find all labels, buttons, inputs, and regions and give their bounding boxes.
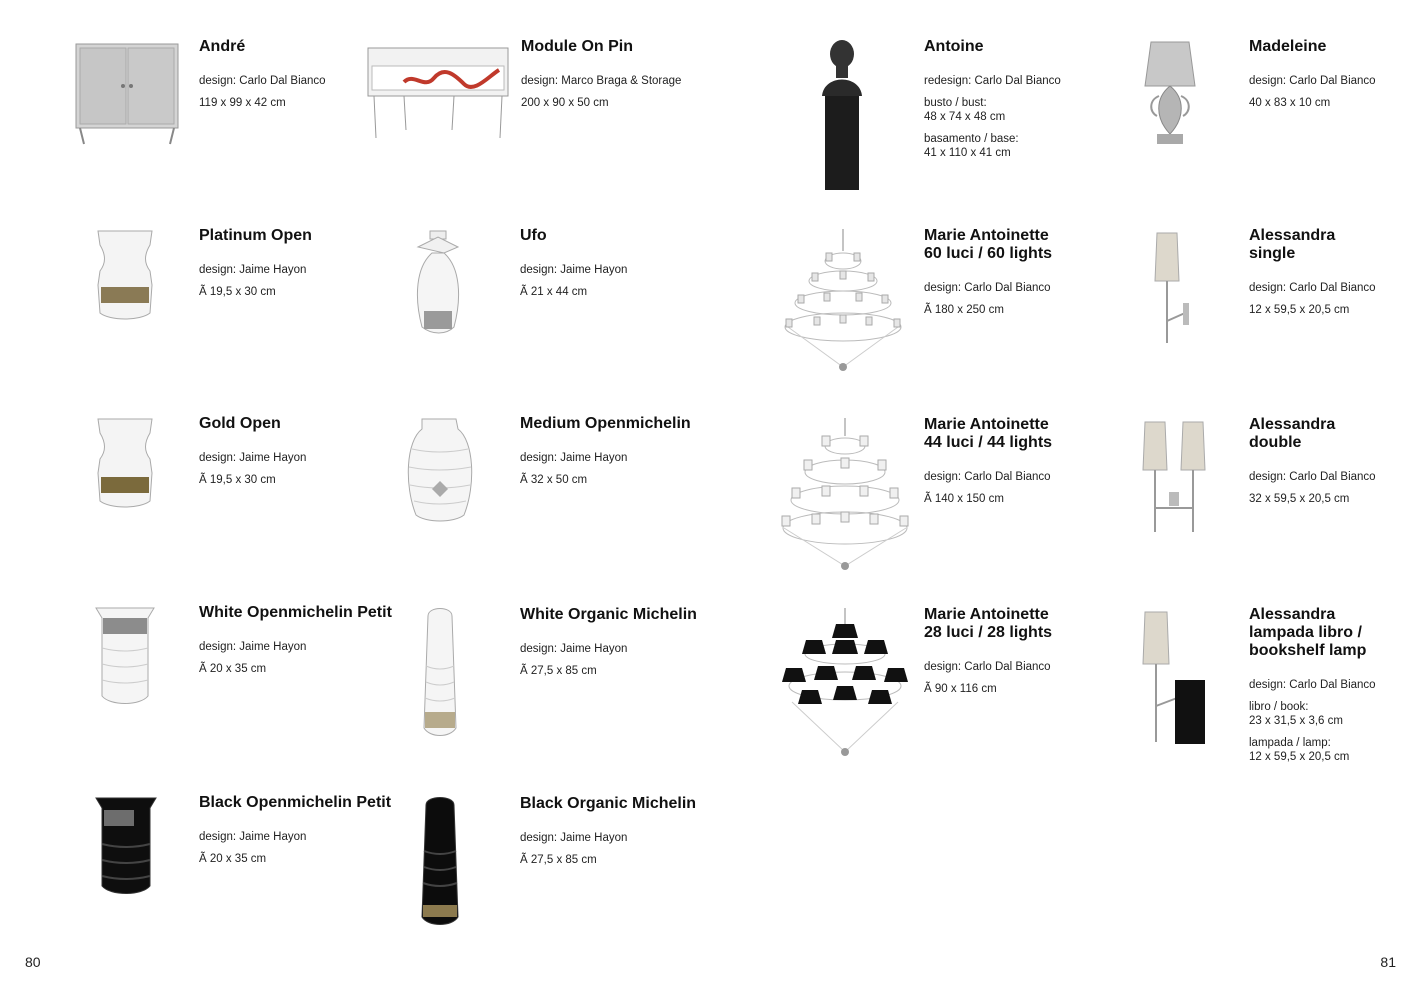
product-designer: design: Jaime Hayon (520, 264, 628, 276)
bust-icon (800, 38, 920, 198)
product-name: Alessandra lampada libro / bookshelf lamp (1249, 606, 1367, 659)
vase-icon (392, 415, 512, 575)
product-designer: design: Jaime Hayon (199, 641, 307, 653)
wall-lamp-icon (1125, 227, 1245, 387)
product-name: Module On Pin (521, 38, 633, 55)
console-icon (364, 38, 484, 198)
product-marie-antoinette-60 (778, 227, 1108, 397)
product-dimensions: Ã 19,5 x 30 cm (199, 286, 276, 298)
bookshelf-lamp-icon (1125, 606, 1245, 766)
chandelier-black-icon (778, 606, 898, 766)
product-name: Marie Antoinette 28 luci / 28 lights (924, 606, 1053, 641)
product-alessandra-libro (1125, 606, 1422, 776)
vase-icon (70, 604, 190, 764)
product-dimensions: Ã 140 x 150 cm (924, 493, 1004, 505)
product-dimensions: Ã 90 x 116 cm (924, 683, 997, 695)
cabinet-icon (70, 38, 190, 198)
product-designer: design: Carlo Dal Bianco (1249, 471, 1376, 483)
product-designer: design: Marco Braga & Storage (521, 75, 682, 87)
product-designer: design: Jaime Hayon (520, 832, 628, 844)
product-dimensions: 119 x 99 x 42 cm (199, 97, 286, 109)
product-name: Marie Antoinette 44 luci / 44 lights (924, 416, 1053, 451)
product-name: Medium Openmichelin (520, 415, 691, 432)
product-dimensions: Ã 19,5 x 30 cm (199, 474, 276, 486)
product-designer: design: Jaime Hayon (520, 643, 628, 655)
product-name: Marie Antoinette 60 luci / 60 lights (924, 227, 1053, 262)
product-white-organic-michelin (392, 606, 722, 776)
product-medium-openmichelin (392, 415, 722, 585)
product-name: André (199, 38, 246, 55)
product-ufo (392, 227, 722, 397)
product-platinum-open (70, 227, 400, 397)
product-black-openmichelin-petit (70, 794, 400, 964)
product-dimensions: 200 x 90 x 50 cm (521, 97, 609, 109)
product-marie-antoinette-44 (778, 416, 1108, 586)
product-dimensions: Ã 20 x 35 cm (199, 853, 267, 865)
product-designer: design: Carlo Dal Bianco (1249, 679, 1376, 691)
product-dimensions: lampada / lamp: 12 x 59,5 x 20,5 cm (1249, 737, 1350, 763)
wall-lamp-double-icon (1125, 416, 1245, 576)
product-designer: design: Carlo Dal Bianco (924, 282, 1051, 294)
product-designer: design: Carlo Dal Bianco (199, 75, 326, 87)
product-dimensions: Ã 21 x 44 cm (520, 286, 588, 298)
product-name: White Openmichelin Petit (199, 604, 392, 621)
product-name: Antoine (924, 38, 984, 55)
product-name: Alessandra single (1249, 227, 1336, 262)
product-dimensions: Ã 20 x 35 cm (199, 663, 267, 675)
product-designer: design: Jaime Hayon (520, 452, 628, 464)
product-name: Platinum Open (199, 227, 312, 244)
product-name: Alessandra double (1249, 416, 1336, 451)
product-designer: design: Jaime Hayon (199, 264, 307, 276)
product-madeleine (1125, 38, 1422, 208)
product-dimensions: libro / book: 23 x 31,5 x 3,6 cm (1249, 701, 1343, 727)
product-dimensions: basamento / base: 41 x 110 x 41 cm (924, 133, 1019, 159)
product-dimensions: Ã 27,5 x 85 cm (520, 854, 597, 866)
chandelier-icon (778, 227, 898, 387)
vase-icon (70, 415, 190, 575)
product-name: Black Organic Michelin (520, 795, 697, 812)
product-module-on-pin (364, 38, 694, 208)
product-name: Ufo (520, 227, 547, 244)
product-gold-open (70, 415, 400, 585)
product-designer: design: Carlo Dal Bianco (924, 471, 1051, 483)
vase-black-icon (70, 794, 190, 954)
product-dimensions: busto / bust: 48 x 74 x 48 cm (924, 97, 1006, 123)
product-name: Black Openmichelin Petit (199, 794, 392, 811)
vase-icon (392, 606, 512, 766)
product-dimensions: 12 x 59,5 x 20,5 cm (1249, 304, 1350, 316)
product-designer: redesign: Carlo Dal Bianco (924, 75, 1061, 87)
product-dimensions: 40 x 83 x 10 cm (1249, 97, 1331, 109)
product-andre (70, 38, 400, 208)
product-dimensions: 32 x 59,5 x 20,5 cm (1249, 493, 1350, 505)
product-name: Madeleine (1249, 38, 1327, 55)
vase-icon (70, 227, 190, 387)
product-marie-antoinette-28 (778, 606, 1108, 776)
product-alessandra-single (1125, 227, 1422, 397)
page-number-left: 80 (25, 954, 41, 970)
product-name: White Organic Michelin (520, 606, 697, 623)
product-dimensions: Ã 32 x 50 cm (520, 474, 588, 486)
chandelier-icon (778, 416, 898, 576)
table-lamp-icon (1125, 38, 1245, 198)
product-alessandra-double (1125, 416, 1422, 586)
vase-black-icon (392, 795, 512, 955)
product-designer: design: Carlo Dal Bianco (1249, 282, 1376, 294)
product-dimensions: Ã 27,5 x 85 cm (520, 665, 597, 677)
product-white-openmichelin-petit (70, 604, 400, 774)
product-designer: design: Carlo Dal Bianco (1249, 75, 1376, 87)
page-number-right: 81 (1380, 954, 1396, 970)
product-antoine (800, 38, 1130, 208)
product-black-organic-michelin (392, 795, 722, 965)
product-designer: design: Jaime Hayon (199, 452, 307, 464)
product-designer: design: Jaime Hayon (199, 831, 307, 843)
vase-icon (392, 227, 512, 387)
product-dimensions: Ã 180 x 250 cm (924, 304, 1004, 316)
product-name: Gold Open (199, 415, 281, 432)
product-designer: design: Carlo Dal Bianco (924, 661, 1051, 673)
